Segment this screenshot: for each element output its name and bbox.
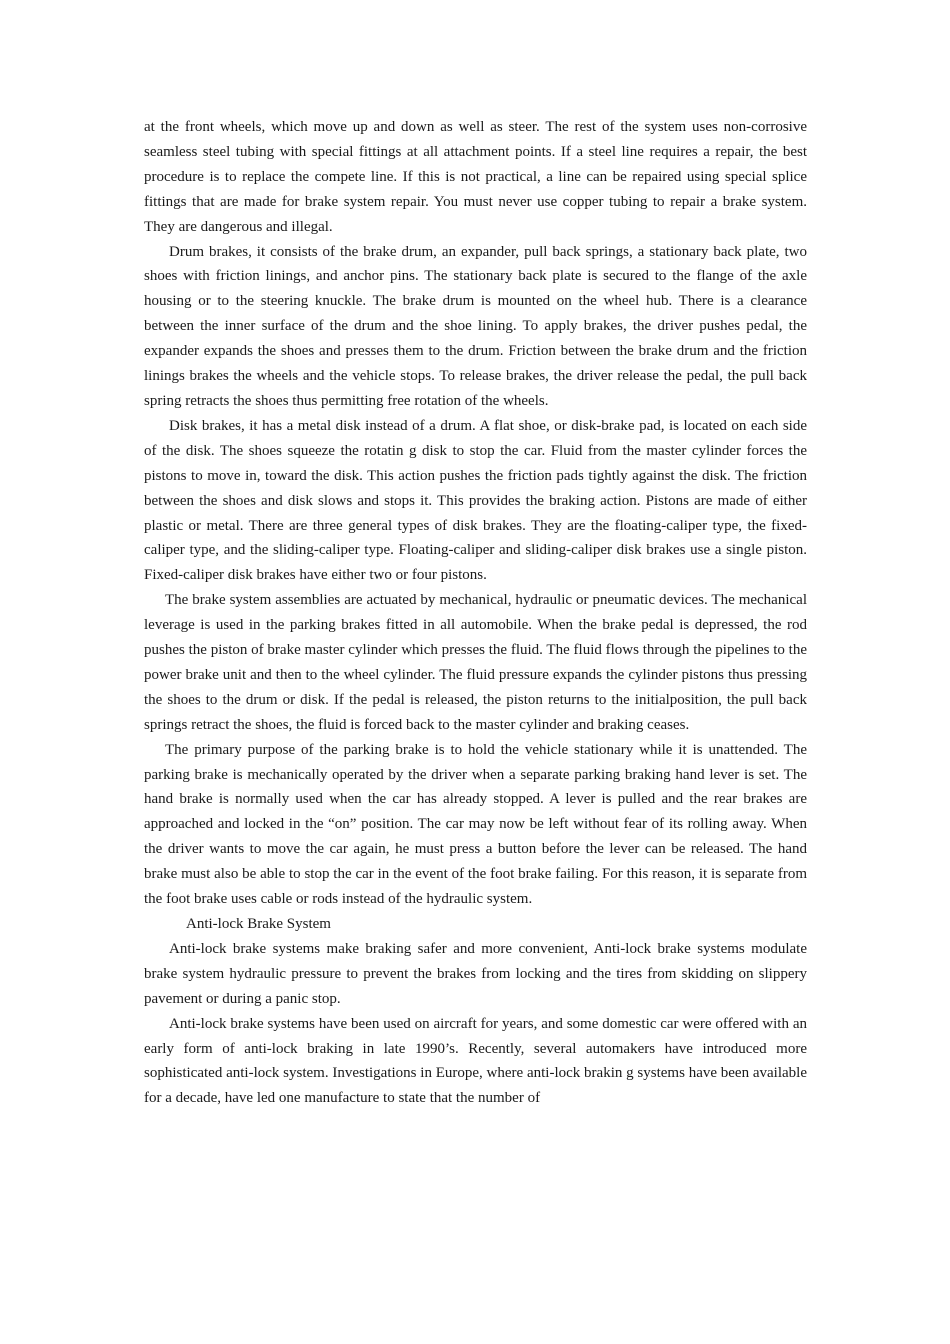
paragraph-abs-intro: Anti-lock brake systems make braking safer and more convenient, Anti-lock brake systems modulate brake system hydraulic pressure to prevent the brakes from locking and the tires from skidding on slippery pavement or during a panic stop.: [144, 940, 807, 1007]
section-heading-anti-lock: Anti-lock Brake System: [186, 916, 331, 932]
document-page: [144, 115, 807, 1111]
paragraph-abs-history: Anti-lock brake systems have been used on aircraft for years, and some domestic car were offered with an early form of anti-lock braking in late 1990’s. Recently, several automakers have introduced more sophisticated anti-lock system. Investigations in Europe, where anti-lock brakin g systems have been available for a decade, have led one manufacture to state that the number of: [144, 1015, 807, 1107]
paragraph-drum-brakes: Drum brakes, it consists of the brake drum, an expander, pull back springs, a stationary back plate, two shoes with friction linings, and anchor pins. The stationary back plate is secured to the flange of the axle housing or to the steering knuckle. The brake drum is mounted on the wheel hub. There is a clearance between the inner surface of the drum and the shoe lining. To apply brakes, the driver pushes pedal, the expander expands the shoes and presses them to the drum. Friction between the brake drum and the friction linings brakes the wheels and the vehicle stops. To release brakes, the driver release the pedal, the pull back spring retracts the shoes thus permitting free rotation of the wheels.: [144, 243, 807, 409]
paragraph-parking-brake: The primary purpose of the parking brake is to hold the vehicle stationary while it is unattended. The parking brake is mechanically operated by the driver when a separate parking braking hand lever is set. The hand brake is normally used when the car has already stopped. A lever is pulled and the rear brakes are approached and locked in the “on” position. The car may now be left without fear of its rolling away. When the driver wants to move the car again, he must press a button before the lever can be released. The hand brake must also be able to stop the car in the event of the foot brake failing. For this reason, it is separate from the foot brake uses cable or rods instead of the hydraulic system.: [144, 741, 807, 908]
paragraph-brake-actuation: The brake system assemblies are actuated by mechanical, hydraulic or pneumatic devices. The mechanical leverage is used in the parking brakes fitted in all automobile. When the brake pedal is depressed, the rod pushes the piston of brake master cylinder which presses the fluid. The fluid flows through the pipelines to the power brake unit and then to the wheel cylinder. The fluid pressure expands the cylinder pistons thus pressing the shoes to the drum or disk. If the pedal is released, the piston returns to the initialposition, the pull back springs retract the shoes, the fluid is forced back to the master cylinder and braking ceases.: [144, 592, 807, 733]
paragraph-brake-lines: at the front wheels, which move up and down as well as steer. The rest of the system uses non-corrosive seamless steel tubing with special fittings at all attachment points. If a steel line requires a repair, the best procedure is to replace the compete line. If this is not practical, a line can be repaired using special splice fittings that are made for brake system repair. You must never use copper tubing to repair a brake system. They are dangerous and illegal.: [144, 119, 807, 235]
paragraph-disk-brakes: Disk brakes, it has a metal disk instead of a drum. A flat shoe, or disk-brake pad, is located on each side of the disk. The shoes squeeze the rotatin g disk to stop the car. Fluid from the master cylinder forces the pistons to move in, toward the disk. This action pushes the friction pads tightly against the disk. The friction between the shoes and disk slows and stops it. This provides the braking action. Pistons are made of either plastic or metal. There are three general types of disk brakes. They are the floating-caliper type, the fixed-caliper type, and the sliding-caliper type. Floating-caliper and sliding-caliper disk brakes use a single piston. Fixed-caliper disk brakes have either two or four pistons.: [144, 417, 807, 584]
